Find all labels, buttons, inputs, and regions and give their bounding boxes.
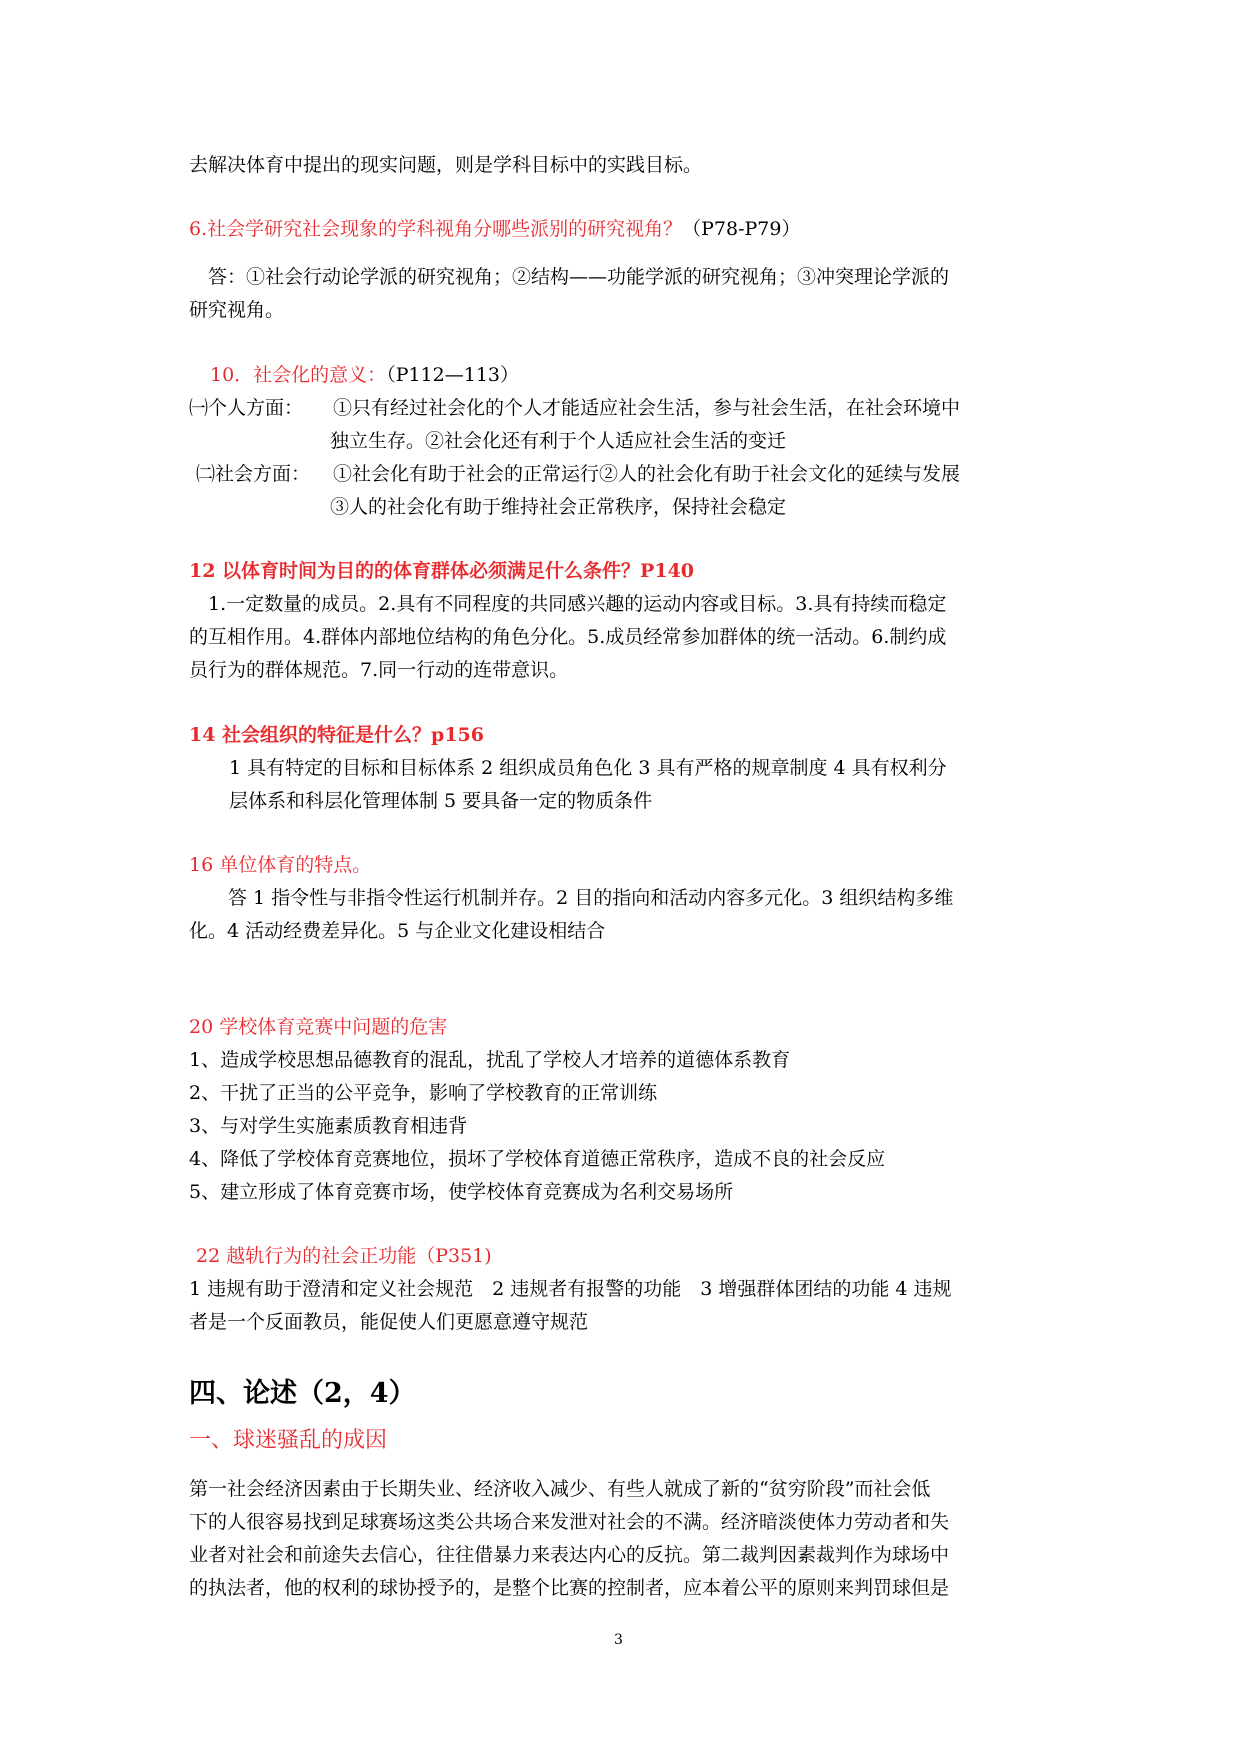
personal-aspect-label: ㈠个人方面： [189,397,304,419]
body-text-line: 者是一个反面教员，能促使人们更愿意遵守规范 [189,1311,589,1333]
question-22-title: 22 越轨行为的社会正功能（P351) [196,1245,492,1267]
body-text-line: 1 具有特定的目标和目标体系 2 组织成员角色化 3 具有严格的规章制度 4 具有权利分 [229,757,947,779]
body-text-line: ①只有经过社会化的个人才能适应社会生活，参与社会生活，在社会环境中 [333,397,961,419]
list-item: 3、与对学生实施素质教育相违背 [189,1115,468,1137]
body-text-line: ①社会化有助于社会的正常运行②人的社会化有助于社会文化的延续与发展 [333,463,961,485]
body-text-line: 下的人很容易找到足球赛场这类公共场合来发泄对社会的不满。经济暗淡使体力劳动者和失 [189,1511,950,1533]
question-10-page-ref: （P112—113） [386,364,520,386]
question-6-title: 6.社会学研究社会现象的学科视角分哪些派别的研究视角？ [189,218,683,240]
body-text-line: 1.一定数量的成员。2.具有不同程度的共同感兴趣的运动内容或目标。3.具有持续而稳定 [208,593,947,615]
subsection-heading: 一、球迷骚乱的成因 [189,1428,388,1453]
list-item: 1、造成学校思想品德教育的混乱，扰乱了学校人才培养的道德体系教育 [189,1049,791,1071]
body-text-line: 层体系和科层化管理体制 5 要具备一定的物质条件 [229,790,653,812]
answer-text-line: 答：①社会行动论学派的研究视角；②结构——功能学派的研究视角；③冲突理论学派的 [208,266,950,288]
body-text-line: 化。4 活动经费差异化。5 与企业文化建设相结合 [189,920,606,942]
body-text-line: 业者对社会和前途失去信心，往往借暴力来表达内心的反抗。第二裁判因素裁判作为球场中 [189,1544,950,1566]
body-text-line: 独立生存。②社会化还有利于个人适应社会生活的变迁 [330,430,787,452]
body-text-line: 去解决体育中提出的现实问题，则是学科目标中的实践目标。 [189,154,703,176]
section-heading: 四、论述（2，4） [189,1378,416,1409]
question-6-page-ref: （P78-P79） [682,218,801,240]
body-text-line: 答 1 指令性与非指令性运行机制并存。2 目的指向和活动内容多元化。3 组织结构多维 [228,887,954,909]
social-aspect-label: ㈡社会方面： [196,463,311,485]
page-number: 3 [614,1632,623,1648]
list-item: 2、干扰了正当的公平竞争，影响了学校教育的正常训练 [189,1082,658,1104]
question-6-heading [189,214,800,244]
question-10-title: 10．社会化的意义： [210,364,387,386]
question-12-title: 12 以体育时间为目的的体育群体必须满足什么条件？P140 [189,560,695,582]
body-text-line: 的执法者，他的权利的球协授予的，是整个比赛的控制者，应本着公平的原则来判罚球但是 [189,1577,950,1599]
body-text-line: 1 违规有助于澄清和定义社会规范 2 违规者有报警的功能 3 增强群体团结的功能 4 违规 [189,1278,952,1300]
body-text-line: 的互相作用。4.群体内部地位结构的角色分化。5.成员经常参加群体的统一活动。6.制约成 [189,626,947,648]
list-item: 5、建立形成了体育竞赛市场，使学校体育竞赛成为名利交易场所 [189,1181,734,1203]
body-text-line: 员行为的群体规范。7.同一行动的连带意识。 [189,659,569,681]
list-item: 4、降低了学校体育竞赛地位，损坏了学校体育道德正常秩序，造成不良的社会反应 [189,1148,886,1170]
question-14-title: 14 社会组织的特征是什么？p156 [189,724,485,746]
question-16-title: 16 单位体育的特点。 [189,854,372,876]
body-text-line: ③人的社会化有助于维持社会正常秩序，保持社会稳定 [330,496,787,518]
body-text-line: 第一社会经济因素由于长期失业、经济收入减少、有些人就成了新的“贫穷阶段”而社会低 [189,1478,931,1500]
answer-text-line: 研究视角。 [189,299,285,321]
question-10-heading [210,360,519,390]
question-20-title: 20 学校体育竞赛中问题的危害 [189,1016,448,1038]
